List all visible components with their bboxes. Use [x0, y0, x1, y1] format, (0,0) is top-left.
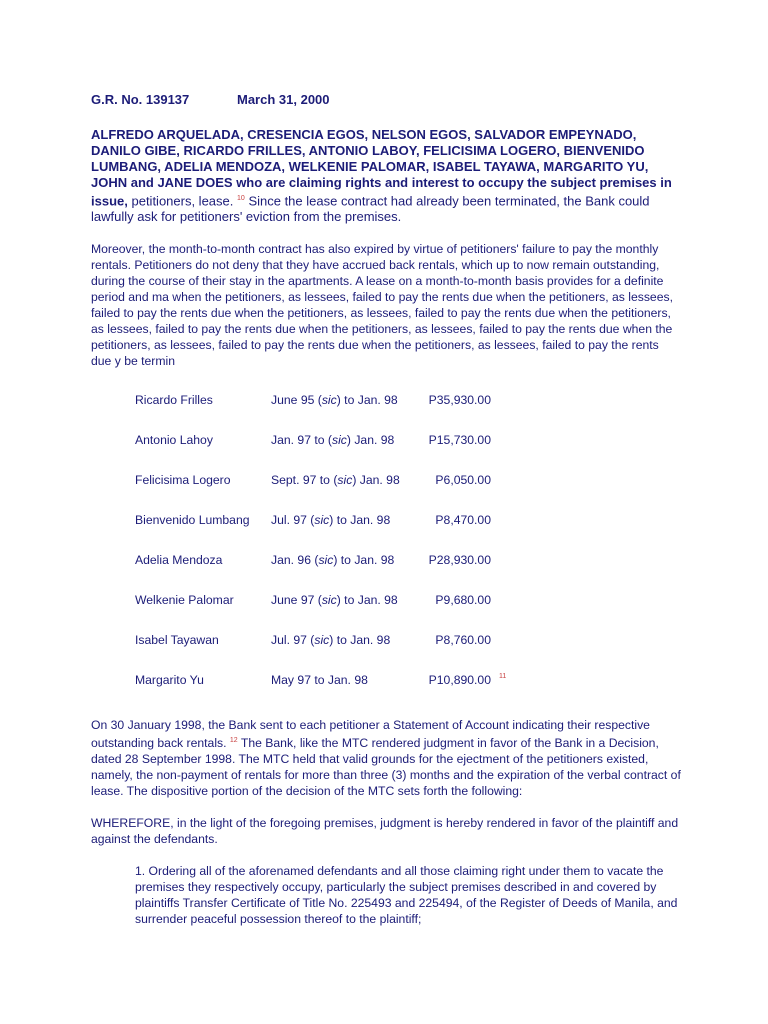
rental-period-start: June 97 ( — [271, 593, 322, 608]
rental-period-start: Jan. 97 to ( — [271, 433, 332, 448]
rental-lessee-name: Adelia Mendoza — [135, 553, 223, 568]
footnote-marker[interactable]: 10 — [237, 195, 245, 202]
parties-names: ALFREDO ARQUELADA, CRESENCIA EGOS, NELSON EGOS, SALVADOR EMPEYNADO, DANILO GIBE, RICARDO FRILLES, ANTONIO LABOY, FELICISIMA LOGERO, BIENVENIDO LUMBANG, ADELIA MENDOZA, WELKENIE PALOMAR, ISABEL TAYAWA, MARGARITO YU, JOHN and JANE DOES who are claiming rights and interest to occupy the subject premises in issue, — [91, 127, 672, 209]
rental-period-start: Sept. 97 to ( — [271, 473, 338, 488]
footnote-marker[interactable]: 11 — [499, 673, 507, 681]
rental-lessee-name: Bienvenido Lumbang — [135, 513, 250, 528]
rental-row — [135, 433, 491, 473]
rental-period-end: ) Jan. 98 — [352, 473, 400, 488]
rental-period-sic: sic — [321, 393, 337, 408]
rental-row — [135, 473, 491, 513]
paragraph-order-1: 1. Ordering all of the aforenamed defendants and all those claiming right under them to vacate the premises they respectively occupy, particularly the subject premises described in and covered by plaintiffs Transfer Certificate of Title No. 225493 and 225494, of the Register of Deeds of Manila, and surrender peaceful possession thereof to the plaintiff; — [135, 864, 678, 927]
rental-period-start: Jul. 97 ( — [271, 633, 315, 648]
rental-period-start: Jan. 96 ( — [271, 553, 319, 568]
rental-amount-value: P6,050.00 — [435, 473, 491, 488]
paragraph-wherefore: WHEREFORE, in the light of the foregoing premises, judgment is hereby rendered in favor of the plaintiff and against the defendants. — [91, 816, 679, 847]
rental-period-end: ) to Jan. 98 — [336, 593, 398, 608]
rental-lessee-name: Isabel Tayawan — [135, 633, 219, 648]
paragraph-statement-of-account — [91, 717, 681, 799]
case-header — [91, 92, 681, 108]
rental-period-end: ) to Jan. 98 — [329, 513, 391, 528]
rental-amount-value: P8,470.00 — [435, 513, 491, 528]
rental-amount — [409, 593, 491, 633]
rental-period-sic: sic — [314, 513, 330, 528]
rental-lessee-name: Antonio Lahoy — [135, 433, 213, 448]
rental-amount — [409, 433, 491, 473]
rental-period — [271, 473, 409, 513]
rental-period — [271, 513, 409, 553]
back-rentals-table — [135, 393, 507, 707]
rental-lessee-name: Margarito Yu — [135, 673, 204, 688]
statement-text: On 30 January 1998, the Bank sent to each petitioner a Statement of Account indicating their respective outstanding back rentals. — [91, 718, 650, 751]
mtc-judgment-text: The Bank, like the MTC rendered judgment in favor of the Bank in a Decision, dated 28 September 1998. The MTC held that valid grounds for the ejectment of the petitioners existed, namely, the non-payment of rentals for more than three (3) months and the expiration of the verbal contract of lease. The dispositive portion of the decision of the MTC sets forth the following: — [91, 736, 681, 799]
rental-row — [135, 673, 491, 707]
rental-period-sic: sic — [314, 633, 330, 648]
rental-amount-value: P15,730.00 — [428, 433, 491, 448]
rental-period-start: June 95 ( — [271, 393, 322, 408]
case-date: March 31, 2000 — [237, 92, 330, 107]
rental-period-end: ) to Jan. 98 — [336, 393, 398, 408]
rental-period — [271, 673, 409, 707]
parties-block — [91, 127, 681, 225]
rental-amount — [409, 553, 491, 593]
rental-amount-value: P8,760.00 — [435, 633, 491, 648]
rental-period — [271, 393, 409, 433]
rental-amount — [409, 513, 491, 553]
paragraph-month-to-month: Moreover, the month-to-month contract has also expired by virtue of petitioners' failure to pay the monthly rentals. Petitioners do not deny that they have accrued back rentals, which up to now remain outstanding, during the course of their stay in the apartments. A lease on a month-to-month basis provides for a definite period and ma when the petitioners, as lessees, failed to pay the rents due when the petitioners, as lessees, failed to pay the rents due when the petitioners, as lessees, failed to pay the rents due when the petitioners, as lessees, failed to pay the rents due when the petitioners, as lessees, failed to pay the rents due when the petitioners, as lessees, failed to pay the rents due when the petitioners, as lessees, failed to pay the rents due y be termin — [91, 242, 673, 369]
rental-lessee-name: Felicisima Logero — [135, 473, 231, 488]
rental-period-end: ) to Jan. 98 — [333, 553, 395, 568]
parties-tail: petitioners, lease. — [131, 193, 234, 209]
rental-amount — [409, 473, 491, 513]
rental-period — [271, 553, 409, 593]
rental-period — [271, 593, 409, 633]
rental-amount-value: P10,890.00 — [428, 673, 491, 688]
rental-amount — [409, 633, 491, 673]
rental-amount-value: P28,930.00 — [428, 553, 491, 568]
case-number: G.R. No. 139137 — [91, 92, 190, 107]
rental-period-end: ) Jan. 98 — [346, 433, 395, 448]
rental-amount — [409, 673, 507, 707]
rental-period-sic: sic — [331, 433, 347, 448]
rental-row — [135, 553, 491, 593]
rental-lessee-name: Welkenie Palomar — [135, 593, 234, 608]
rental-period — [271, 633, 409, 673]
rental-period — [271, 433, 409, 473]
footnote-marker[interactable]: 12 — [229, 737, 238, 745]
rental-row — [135, 593, 491, 633]
rental-period-end: ) to Jan. 98 — [329, 633, 391, 648]
rental-period-sic: sic — [321, 593, 337, 608]
rental-period-sic: sic — [318, 553, 334, 568]
rental-period-start: Jul. 97 ( — [271, 513, 315, 528]
rental-amount-value: P9,680.00 — [435, 593, 491, 608]
rental-amount — [409, 393, 491, 433]
document-page — [91, 92, 681, 940]
rental-period-start: May 97 to Jan. 98 — [271, 673, 368, 688]
rental-row — [135, 393, 491, 433]
rental-period-sic: sic — [337, 473, 353, 488]
paragraph-termination: Since the lease contract had already been terminated, the Bank could lawfully ask for petitioners' eviction from the premises. — [91, 193, 650, 225]
rental-amount-value: P35,930.00 — [428, 393, 491, 408]
rental-row — [135, 513, 491, 553]
rental-lessee-name: Ricardo Frilles — [135, 393, 213, 408]
rental-row — [135, 633, 491, 673]
